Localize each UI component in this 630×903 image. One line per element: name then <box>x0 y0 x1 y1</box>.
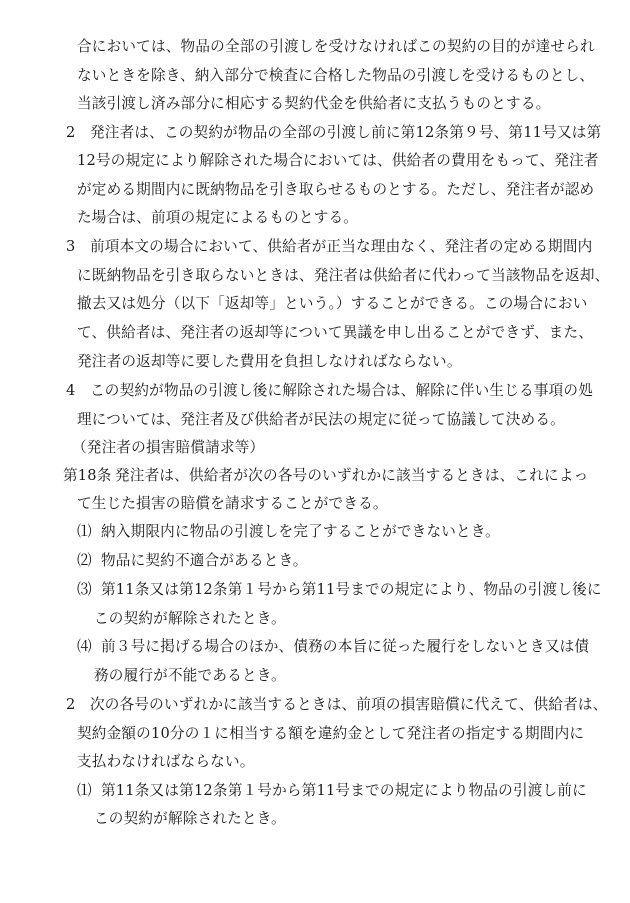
text: この契約が物品の引渡し後に解除された場合は、解除に伴い生じる事項の処 <box>90 382 593 399</box>
paragraph-number: 3 <box>66 238 76 255</box>
text-line: 支払わなければならない。 <box>77 753 255 770</box>
text: 第11条又は第12条第１号から第11号までの規定により物品の引渡し前に <box>101 782 587 799</box>
text: 前３号に掲げる場合のほか、債務の本旨に従った履行をしないとき又は債 <box>101 638 590 655</box>
paragraph-4-line <box>66 381 593 401</box>
text: 納入期限内に物品の引渡しを完了することができないとき。 <box>101 523 500 540</box>
text: 物品に契約不適合があるとき。 <box>101 552 308 569</box>
text-line: ないときを除き、納入部分で検査に合格した物品の引渡しを受けるものとし、 <box>77 67 595 84</box>
text-line: 撤去又は処分（以下「返却等」という。）することができる。この場合におい <box>77 295 588 312</box>
text-line: 務の履行が不能であるとき。 <box>94 667 286 684</box>
text-line: 発注者の返却等に要した費用を負担しなければならない。 <box>77 353 462 370</box>
paragraph-3-line <box>66 237 592 257</box>
paragraph-2-line <box>66 123 601 143</box>
text: 第11条又は第12条第１号から第11号までの規定により、物品の引渡し後に <box>101 581 602 598</box>
text-line: 合においては、物品の全部の引渡しを受けなければこの契約の目的が達せられ <box>77 38 595 55</box>
text-line: 契約金額の10分の１に相当する額を違約金として発注者の指定する期間内に <box>77 725 585 742</box>
item-number: ⑵ <box>77 552 92 569</box>
item-number: ⑴ <box>77 782 92 799</box>
text-line: この契約が解除されたとき。 <box>94 810 286 827</box>
item-number: ⑶ <box>77 581 92 598</box>
text-line: た場合は、前項の規定によるものとする。 <box>77 209 359 226</box>
text-line: 当該引渡し済み部分に相応する契約代金を供給者に支払うものとする。 <box>77 95 551 112</box>
item-3-line <box>77 580 602 600</box>
paragraph-number: 4 <box>66 382 76 399</box>
article-18-line <box>63 466 588 486</box>
text-line: て生じた損害の賠償を請求することができる。 <box>77 495 388 512</box>
item-2-line <box>77 551 308 571</box>
text: 発注者は、供給者が次の各号のいずれかに該当するときは、これによっ <box>115 467 589 484</box>
item-number: ⑴ <box>77 523 92 540</box>
item-number: ⑷ <box>77 638 92 655</box>
text: 次の各号のいずれかに該当するときは、前項の損害賠償に代えて、供給者は、 <box>90 696 608 713</box>
text-line: に既納物品を引き取らないときは、発注者は供給者に代わって当該物品を返却、 <box>77 267 610 284</box>
text-line: 12号の規定により解除された場合においては、供給者の費用をもって、発注者 <box>77 152 599 169</box>
item-4-line <box>77 637 589 657</box>
text: 前項本文の場合において、供給者が正当な理由なく、発注者の定める期間内 <box>90 238 593 255</box>
paragraph-2-line <box>66 695 608 715</box>
item-1-line <box>77 781 587 801</box>
paragraph-number: 2 <box>66 696 76 713</box>
text-line: て、供給者は、発注者の返却等について異議を申し出ることができず、また、 <box>77 324 594 341</box>
article-number: 第18条 <box>63 467 112 484</box>
text: 発注者は、この契約が物品の全部の引渡し前に第12条第９号、第11号又は第 <box>90 124 602 141</box>
text-line: この契約が解除されたとき。 <box>94 610 286 627</box>
article-heading: （発注者の損害賠償請求等） <box>72 439 265 456</box>
text-line: 理については、発注者及び供給者が民法の規定に従って協議して決める。 <box>77 411 565 428</box>
text-line: が定める期間内に既納物品を引き取らせるものとする。ただし、発注者が認め <box>77 181 595 198</box>
paragraph-number: 2 <box>66 124 76 141</box>
item-1-line <box>77 522 500 542</box>
